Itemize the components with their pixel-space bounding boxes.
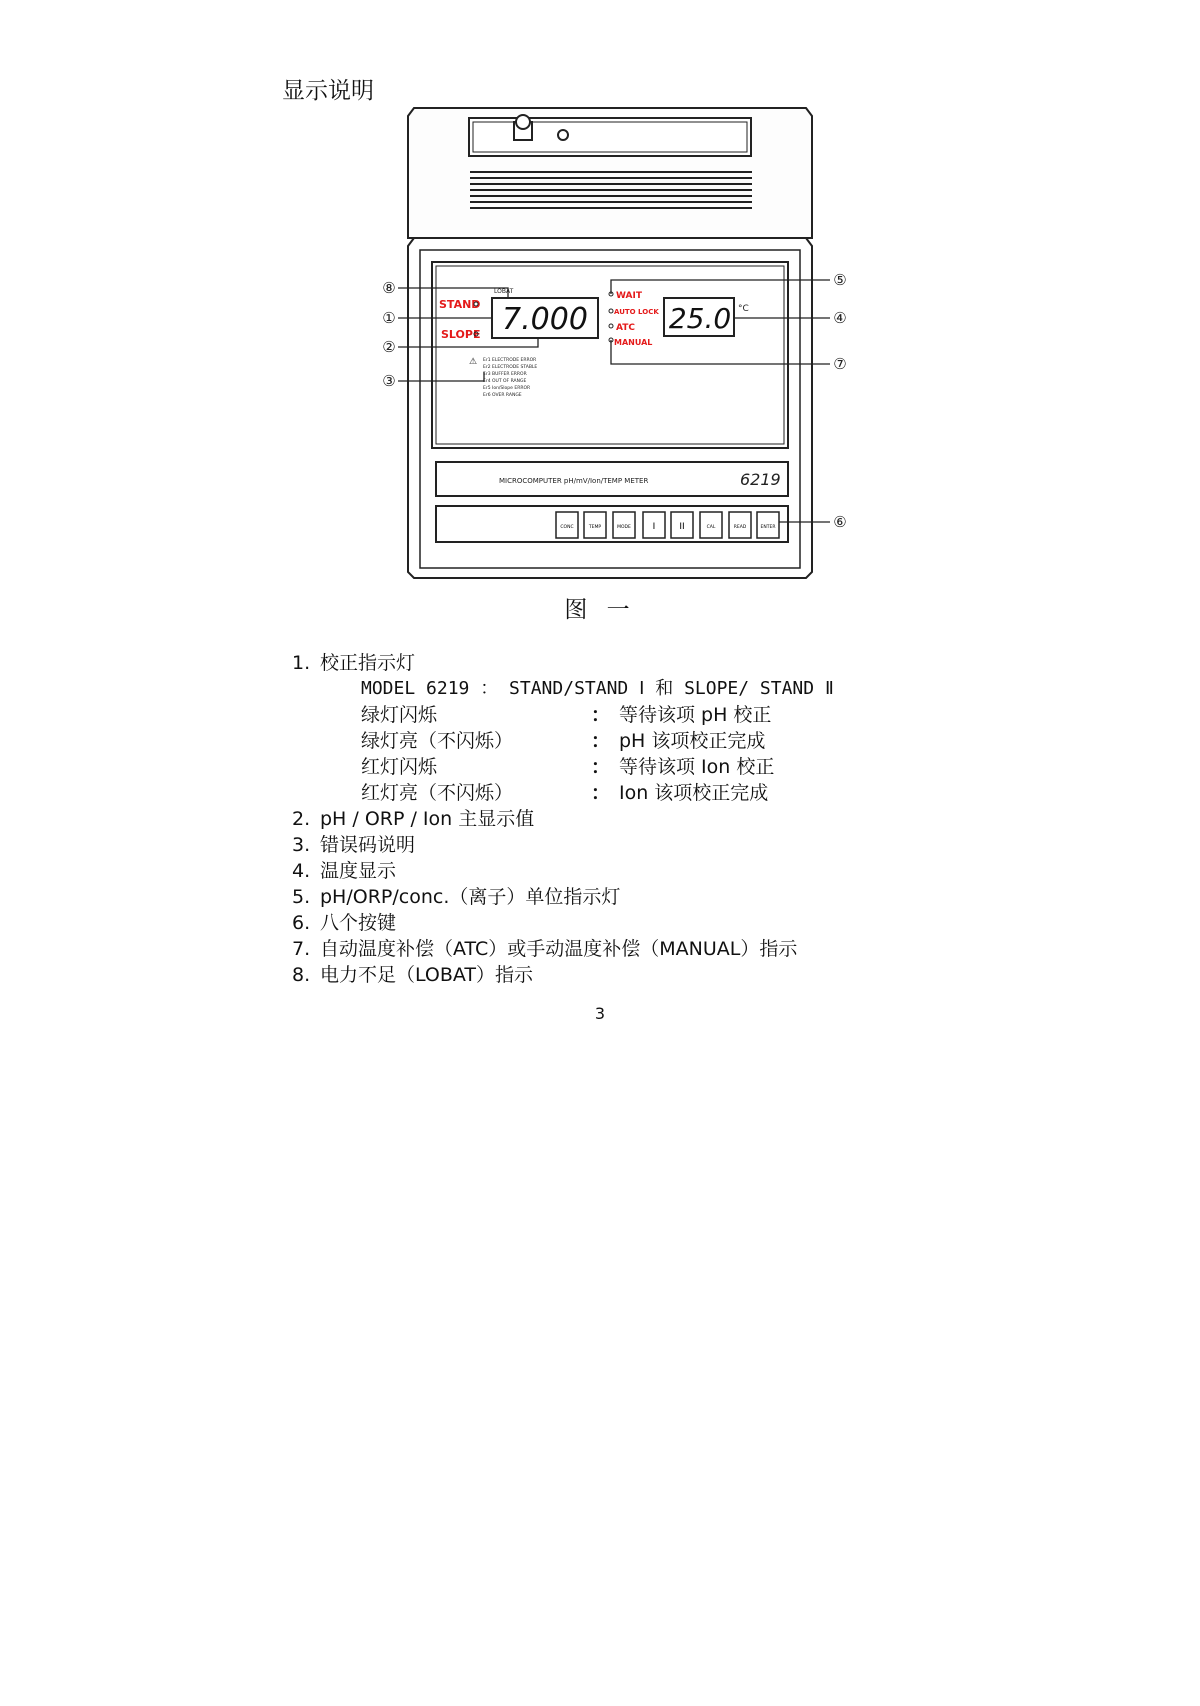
auto-lock-indicator: AUTO LOCK [614,308,659,316]
list-item: 7. 自动温度补偿（ATC）或手动温度补偿（MANUAL）指示 [292,938,798,960]
callout-2: ② [382,338,396,356]
page-number: 3 [594,1004,606,1023]
callout-8: ⑧ [382,279,396,297]
list-item: 1. 校正指示灯 [292,652,416,674]
svg-text:CONC: CONC [560,525,574,530]
wait-indicator: WAIT [616,291,642,301]
svg-text:LOBAT: LOBAT [494,288,514,295]
atc-indicator: ATC [616,323,636,333]
sub-row: 红灯亮（不闪烁） ： Ion 该项校正完成 [361,782,769,804]
svg-text:READ: READ [733,525,747,530]
sub-row: 红灯闪烁 ： 等待该项 Ion 校正 [361,756,775,778]
page-heading: 显示说明 [282,78,374,104]
list-item: 3. 错误码说明 [292,834,416,856]
main-value: 7.000 [502,302,588,337]
svg-text:Er6 OVER RANGE: Er6 OVER RANGE [483,393,522,398]
callout-1: ① [382,309,396,327]
list-item: 4. 温度显示 [292,860,397,882]
svg-text:II: II [679,522,685,532]
figure-caption: 图 一 [564,597,636,623]
sub-row: 绿灯亮（不闪烁） ： pH 该项校正完成 [361,730,766,752]
list-item: 2. pH / ORP / Ion 主显示值 [292,808,535,830]
model-strip-text: MICROCOMPUTER pH/mV/Ion/TEMP METER [499,477,649,485]
sub-row: 绿灯闪烁 ： 等待该项 pH 校正 [361,704,772,726]
svg-text:⚠: ⚠ [469,357,478,367]
vent-grille [470,172,752,208]
svg-text:Er1 ELECTRODE ERROR: Er1 ELECTRODE ERROR [483,358,537,363]
model-number: 6219 [740,470,781,489]
svg-text:TEMP: TEMP [588,525,602,530]
callout-3: ③ [382,372,396,390]
temperature-value: 25.0 [668,302,732,335]
temperature-unit: °C [738,304,749,314]
svg-text:CAL: CAL [706,525,716,530]
svg-text:I: I [652,522,656,532]
svg-text:Er4 OUT OF RANGE: Er4 OUT OF RANGE [483,379,527,384]
svg-text:Er2 ELECTRODE STABLE: Er2 ELECTRODE STABLE [483,365,538,370]
callout-6: ⑥ [833,513,847,531]
list-item: 6. 八个按键 [292,912,397,934]
slope-indicator: SLOPE [441,328,481,341]
callout-4: ④ [833,309,847,327]
legend-list [292,650,834,988]
callout-7: ⑦ [833,355,847,373]
manual-indicator: MANUAL [614,338,653,347]
svg-text:ENTER: ENTER [760,525,776,530]
svg-text:Er3 BUFFER ERROR: Er3 BUFFER ERROR [483,372,527,377]
meter-diagram [380,100,860,580]
stand-indicator: STAND [439,298,481,311]
model-line: MODEL 6219 ： STAND/STAND Ⅰ 和 SLOPE/ STAND Ⅱ [361,678,834,699]
svg-text:Er5 Ion/Slope ERROR: Er5 Ion/Slope ERROR [483,386,531,391]
svg-text:MODE: MODE [617,525,631,530]
callout-5: ⑤ [833,271,847,289]
list-item: 5. pH/ORP/conc.（离子）单位指示灯 [292,886,621,908]
list-item: 8. 电力不足（LOBAT）指示 [292,964,534,986]
